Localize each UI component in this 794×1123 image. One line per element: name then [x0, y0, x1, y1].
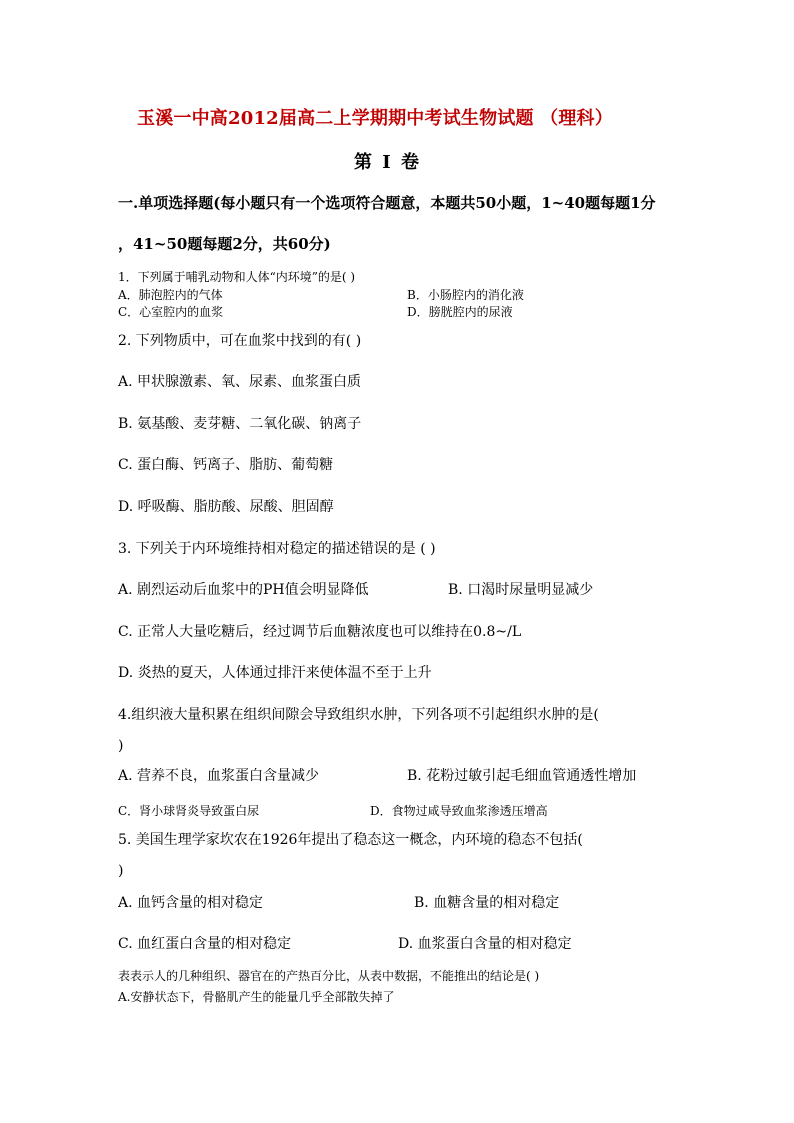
q2-stem: 2. 下列物质中，可在血浆中找到的有( ) — [118, 333, 362, 349]
q3-option-b: B. 口渴时尿量明显减少 — [448, 582, 594, 598]
q1-option-c: C．心室腔内的血浆 — [118, 305, 224, 319]
q4-stem-line2: ) — [118, 738, 124, 754]
q4-option-d: D．食物过咸导致血浆渗透压增高 — [370, 804, 548, 818]
q1-option-a: A．肺泡腔内的气体 — [118, 288, 223, 302]
q2-option-b: B. 氨基酸、麦芽糖、二氧化碳、钠离子 — [118, 416, 362, 432]
q5-option-a: A. 血钙含量的相对稳定 — [118, 895, 264, 911]
q1-option-b: B．小肠腔内的消化液 — [407, 288, 524, 302]
q5-stem-line1: 5. 美国生理学家坎农在1926年提出了稳态这一概念，内环境的稳态不包括( — [118, 832, 583, 848]
section-heading-line2: ，41~50题每题2分，共60分) — [118, 235, 331, 253]
q4-option-b: B. 花粉过敏引起毛细血管通透性增加 — [407, 768, 637, 784]
q2-option-c: C. 蛋白酶、钙离子、脂肪、葡萄糖 — [118, 457, 334, 473]
section-heading-line1: 一.单项选择题(每小题只有一个选项符合题意，本题共50小题，1~40题每题1分 — [118, 194, 656, 212]
q3-option-c: C. 正常人大量吃糖后，经过调节后血糖浓度也可以维持在0.8~/L — [118, 624, 522, 640]
q6-option-a: A.安静状态下，骨骼肌产生的能量几乎全部散失掉了 — [118, 990, 395, 1004]
q2-option-d: D. 呼吸酶、脂肪酸、尿酸、胆固醇 — [118, 499, 334, 515]
q3-option-d: D. 炎热的夏天，人体通过排汗来使体温不至于上升 — [118, 665, 432, 681]
q3-stem: 3. 下列关于内环境维持相对稳定的描述错误的是 ( ) — [118, 541, 436, 557]
q5-stem-line2: ) — [118, 863, 124, 879]
q1-stem: 1．下列属于哺乳动物和人体“内环境”的是( ) — [118, 270, 356, 284]
q2-option-a: A. 甲状腺激素、氧、尿素、血浆蛋白质 — [118, 374, 362, 390]
q4-stem-line1: 4.组织液大量积累在组织间隙会导致组织水肿，下列各项不引起组织水肿的是( — [118, 707, 599, 723]
q5-option-b: B. 血糖含量的相对稳定 — [414, 895, 560, 911]
exam-title: 玉溪一中高2012届高二上学期期中考试生物试题 （理科） — [137, 108, 613, 129]
q4-option-a: A. 营养不良，血浆蛋白含量减少 — [118, 768, 320, 784]
q5-option-d: D. 血浆蛋白含量的相对稳定 — [398, 936, 572, 952]
q1-option-d: D．膀胱腔内的尿液 — [407, 305, 513, 319]
q4-option-c: C．肾小球肾炎导致蛋白尿 — [118, 804, 260, 818]
q5-option-c: C. 血红蛋白含量的相对稳定 — [118, 936, 292, 952]
part-heading: 第 I 卷 — [354, 152, 421, 173]
q6-stem: 表表示人的几种组织、器官在的产热百分比，从表中数据，不能推出的结论是( ) — [118, 969, 540, 983]
q3-option-a: A. 剧烈运动后血浆中的PH值会明显降低 — [118, 582, 369, 598]
